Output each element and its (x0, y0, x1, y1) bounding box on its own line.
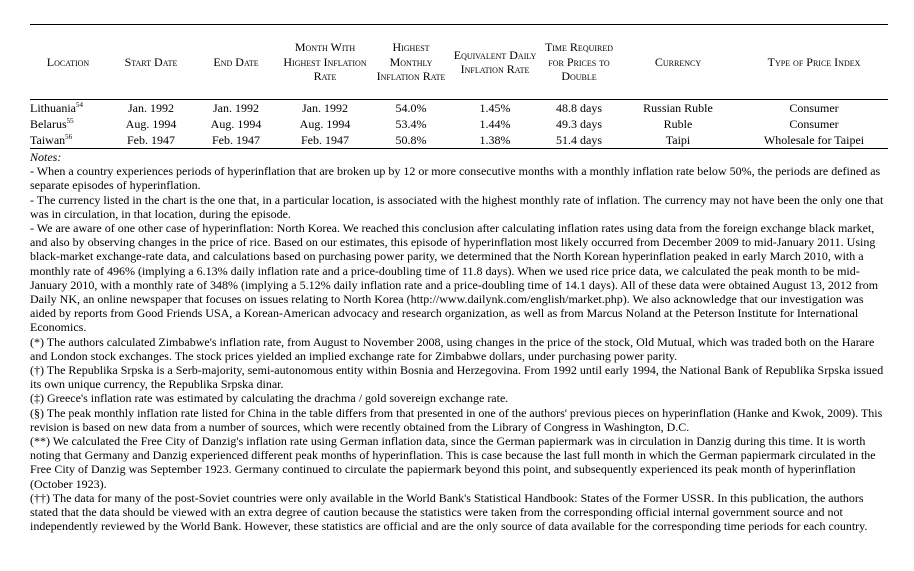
document-page (30, 24, 888, 533)
cell-start: Jan. 1992 (128, 101, 174, 115)
cell-time: 51.4 days (542, 132, 616, 149)
cell-month: Feb. 1947 (276, 132, 374, 149)
cell-monthly: 53.4% (395, 117, 427, 131)
cell-time: 49.3 days (556, 117, 602, 131)
note-item: (††) The data for many of the post-Soviet countries were only available in the World Bank's Statistical Handbook: States of the Former USSR. In this publication, the authors stated that the data should be viewed with an extra degree of caution because the statistics were taken from the corresponding official internal government source and not independently reviewed by the World Bank. However, these statistics are official and are the only source of data available for the corresponding time periods for each country. (30, 490, 868, 534)
cell-index: Wholesale for Taipei (740, 132, 888, 149)
note-item: - The currency listed in the chart is the one that, in a particular location, is associated with the highest monthly rate of inflation. The currency may not have been the only one that was in circulation, in that location, during the episode. (30, 192, 884, 221)
cell-start: Aug. 1994 (125, 117, 177, 131)
table-notes (30, 150, 888, 533)
cell-index: Consumer (789, 101, 839, 115)
cell-monthly: 50.8% (374, 132, 448, 149)
header-highest-monthly: Highest Monthly Inflation Rate (374, 25, 448, 100)
header-location: Location (30, 25, 106, 100)
cell-currency: Russian Ruble (643, 101, 713, 115)
cell-location: Belarus$^{55}$ (30, 117, 74, 131)
notes-title: Notes: (30, 150, 62, 164)
header-month-highest: Month With Highest Inflation Rate (276, 25, 374, 100)
note-item: (**) We calculated the Free City of Danzig's inflation rate using German inflation data, since the German papiermark was in circulation in Danzig during this time. It is worth noting that Germany and Danzig experienced different peak months of hyperinflation. This is case because the last full month in which the German papiermark circulated in the Free City of Danzig was September 1923. Germany continued to circulate the papiermark beyond this point, and subsequently experienced its peak month of hyperinflation (October 1923). (30, 434, 876, 491)
cell-month: Jan. 1992 (302, 101, 348, 115)
cell-location: Lithuania$^{54}$ (30, 101, 83, 115)
header-daily-rate: Equivalent Daily Inflation Rate (448, 25, 542, 100)
footnote-ref: 55 (66, 117, 74, 125)
header-start-date: Start Date (106, 25, 196, 100)
cell-month: Aug. 1994 (299, 117, 351, 131)
cell-end: Feb. 1947 (196, 132, 276, 149)
cell-start: Feb. 1947 (106, 132, 196, 149)
footnote-ref: 54 (75, 101, 83, 109)
cell-daily: 1.44% (479, 117, 511, 131)
header-currency: Currency (616, 25, 740, 100)
cell-time: 48.8 days (556, 101, 602, 115)
cell-index: Consumer (789, 117, 839, 131)
note-item: - We are aware of one other case of hyperinflation: North Korea. We reached this conclusion after calculating inflation rates using data from the foreign exchange black market, and also by observing changes in the price of rice. Based on our estimates, this episode of hyperinflation most likely occurred from December 2009 to mid-January 2011. Using black-market exchange-rate data, and calculations based on purchasing power parity, we determined that the North Korean hyperinflation peaked in early March 2010, with a monthly rate of 496% (implying a 6.13% daily inflation rate and a price-doubling time of 11.8 days). When we used rice price data, we calculated the peak month to be mid-January 2010, with a monthly rate of 348% (implying a 5.12% daily inflation rate and a price-doubling time of 14.1 days). All of these data were obtained August 13, 2012 from Daily NK, an online newspaper that focuses on issues relating to North Korea (http://www.dailynk.com/english/market.php). We also acknowledge that our investigation was aided by reports from Good Friends USA, a Korean-American advocacy and research organization, as well as from Marcus Noland at the Peterson Institute for International Economics. (30, 221, 879, 335)
note-item: (‡) Greece's inflation rate was estimated by calculating the drachma / gold sovereign exchange rate. (30, 391, 509, 406)
note-item: (*) The authors calculated Zimbabwe's inflation rate, from August to November 2008, using changes in the price of the stock, Old Mutual, which was traded both on the Harare and London stock exchanges. The stock prices yielded an implied exchange rate for Zimbabwe dollars, under purchasing power parity. (30, 334, 875, 363)
note-item: (†) The Republika Srpska is a Serb-majority, semi-autonomous entity within Bosnia and Herzegovina. From 1992 until early 1994, the National Bank of Republika Srpska issued its own unique currency, the Republika Srpska dinar. (30, 363, 884, 392)
header-price-index: Type of Price Index (740, 25, 888, 100)
cell-location: Taiwan$^{56}$ (30, 132, 106, 149)
table-row (30, 132, 888, 149)
header-time-double: Time Required for Prices to Double (542, 25, 616, 100)
footnote-ref: 56 (65, 133, 73, 141)
table-header-row (30, 25, 888, 100)
cell-currency: Taipi (616, 132, 740, 149)
cell-end: Aug. 1994 (210, 117, 262, 131)
hyperinflation-table (30, 24, 888, 149)
note-item: - When a country experiences periods of hyperinflation that are broken up by 12 or more consecutive months with a monthly inflation rate below 50%, the periods are defined as separate episodes of hyperinflation. (30, 164, 881, 193)
header-end-date: End Date (196, 25, 276, 100)
table-row (30, 100, 888, 117)
table-row (30, 116, 888, 132)
cell-end: Jan. 1992 (213, 101, 259, 115)
cell-daily: 1.45% (479, 101, 511, 115)
cell-monthly: 54.0% (395, 101, 427, 115)
cell-currency: Ruble (663, 117, 693, 131)
cell-daily: 1.38% (448, 132, 542, 149)
note-item: (§) The peak monthly inflation rate listed for China in the table differs from that presented in one of the authors' previous pieces on hyperinflation (Hanke and Kwok, 2009). This revision is based on new data from a number of sources, which were recently obtained from the Library of Congress in Washington, D.C. (30, 405, 883, 434)
